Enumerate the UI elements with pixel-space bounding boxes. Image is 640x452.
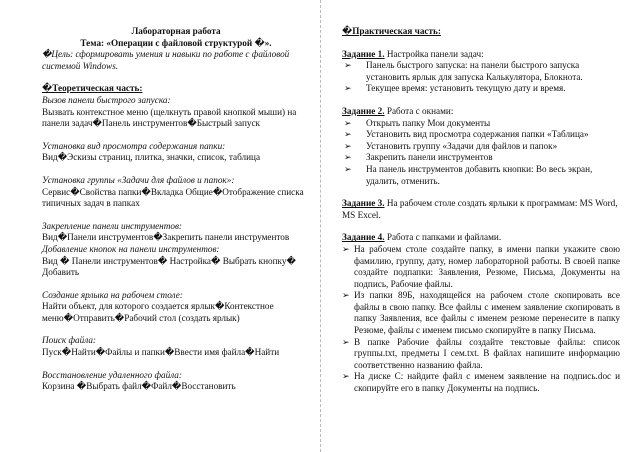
- theory-heading: �Теоретическая часть:: [42, 83, 143, 94]
- arrow-bullet-icon: ➢: [344, 117, 352, 128]
- task-1-text: Настройка панели задач:: [384, 48, 484, 59]
- task-3: [342, 198, 620, 221]
- practice-heading: �Практическая часть:: [342, 26, 441, 36]
- task-3-title: Задание 3.: [342, 198, 385, 209]
- list-item: ➢ В папке Рабочие файлы создайте текстовые файлы: список группы.txt, предметы I сем.txt. В файлах напишите информацию соответственно названию файла.: [342, 336, 620, 370]
- list-item: ➢ Установить группу «Задачи для файлов и папок»: [344, 140, 558, 151]
- column-divider: [320, 0, 321, 452]
- lab-title: Лабораторная работа: [131, 26, 221, 36]
- list-item: ➢ Закрепить панели инструментов: [344, 152, 493, 163]
- section-head: Создание ярлыка на рабочем столе:: [42, 289, 183, 300]
- arrow-bullet-icon: ➢: [344, 152, 352, 163]
- arrow-bullet-icon: ➢: [344, 129, 352, 140]
- section-head: Закрепление панели инструментов:: [42, 220, 182, 231]
- section-body: Вид�Эскизы страниц, плитка, значки, список, таблица: [42, 152, 261, 163]
- list-item: ➢ Панель быстрого запуска: на панели быстрого запуска установить ярлык для запуска Калькулятора, Блокнота.: [344, 60, 583, 82]
- section-body: Корзина �Выбрать файл�Файл�Восстановить: [42, 381, 236, 392]
- section-body: Вид�Панели инструментов�Закрепить панели инструментов: [42, 232, 290, 243]
- section-head: Установка группы «Задачи для файлов и папок»:: [42, 174, 235, 185]
- right-column: [342, 26, 620, 395]
- section-head-2: Добавление кнопок на панели инструментов:: [42, 243, 220, 254]
- task-2-title: Задание 2.: [342, 105, 385, 116]
- section-task-group: [42, 175, 310, 210]
- section-body-2: Вид � Панели инструментов� Настройка� Выбрать кнопку� Добавить: [42, 255, 296, 278]
- section-head: Поиск файла:: [42, 335, 96, 346]
- task-2: [342, 106, 620, 187]
- section-view-mode: [42, 141, 310, 164]
- task-2-text: Работа с окнами:: [384, 105, 454, 116]
- arrow-bullet-icon: ➢: [342, 290, 350, 301]
- section-head: Вызов панели быстрого запуска:: [42, 94, 171, 105]
- list-item: ➢ На диске С: найдите файл с именем заявление на подпись.doc и скопируйте его в папку Документы на подпись.: [342, 371, 620, 394]
- arrow-bullet-icon: ➢: [344, 163, 352, 174]
- lab-topic: Тема: «Операции с файловой структурой �».: [80, 37, 272, 48]
- left-column: [42, 26, 310, 393]
- arrow-bullet-icon: ➢: [342, 371, 350, 382]
- section-restore: [42, 370, 310, 393]
- task-1: [342, 49, 620, 95]
- list-item: ➢ Из папки 89Б, находящейся на рабочем столе скопировать все файлы в свою папку. Все файлы с именем заявление скопировать в папку Заявления, все файлы с именем резюме перенесите в папку Резюме, файлы с именем письмо скопируйте в папку Письма.: [342, 290, 620, 336]
- arrow-bullet-icon: ➢: [342, 336, 350, 347]
- list-item: ➢ Установить вид просмотра содержания папки «Таблица»: [344, 129, 589, 140]
- section-head: Восстановление удаленного файла:: [42, 369, 182, 380]
- task-4-title: Задание 4.: [342, 232, 385, 243]
- section-body: Вызвать контекстное меню (щелкнуть правой кнопкой мыши) на панели задач�Панель инструментов�Быстрый запуск: [42, 106, 297, 129]
- task-4-text: Работа с папками и файлами.: [384, 232, 502, 243]
- lab-goal: �Цель: сформировать умения и навыки по работе с файловой системой Windows.: [42, 49, 290, 71]
- task-1-title: Задание 1.: [342, 48, 385, 59]
- arrow-bullet-icon: ➢: [342, 243, 350, 254]
- section-shortcut: [42, 290, 310, 325]
- section-quick-launch: [42, 95, 310, 130]
- list-item: ➢ На панель инструментов добавить кнопки: Во весь экран, удалить, отменить.: [344, 163, 593, 186]
- section-search: [42, 335, 310, 358]
- section-body: Пуск�Найти�Файлы и папки�Ввести имя файла�Найти: [42, 347, 280, 358]
- section-body: Сервис�Свойства папки�Вкладка Общие�Отображение списка типичных задач в папках: [42, 186, 304, 209]
- arrow-bullet-icon: ➢: [344, 60, 352, 71]
- list-item: ➢ На рабочем столе создайте папку, в имени папки укажите свою фамилию, группу, дату, номер лабораторной работы. В своей папке создайте подпапки: Заявления, Резюме, Письма, Документы на подпись, Рабочие файлы.: [342, 243, 620, 289]
- task-3-text: На рабочем столе создать ярлыки к программам: MS Word, MS Excel.: [342, 198, 618, 220]
- section-head: Установка вид просмотра содержания папки:: [42, 140, 226, 151]
- section-body: Найти объект, для которого создается ярлык�Контекстное меню�Отправить�Рабочий стол (создать ярлык): [42, 301, 274, 323]
- list-item: ➢ Текущее время: установить текущую дату и время.: [344, 83, 566, 94]
- arrow-bullet-icon: ➢: [344, 83, 352, 94]
- section-toolbar: [42, 221, 310, 279]
- arrow-bullet-icon: ➢: [344, 140, 352, 151]
- list-item: ➢ Открыть папку Мои документы: [344, 117, 491, 128]
- task-4: [342, 232, 620, 394]
